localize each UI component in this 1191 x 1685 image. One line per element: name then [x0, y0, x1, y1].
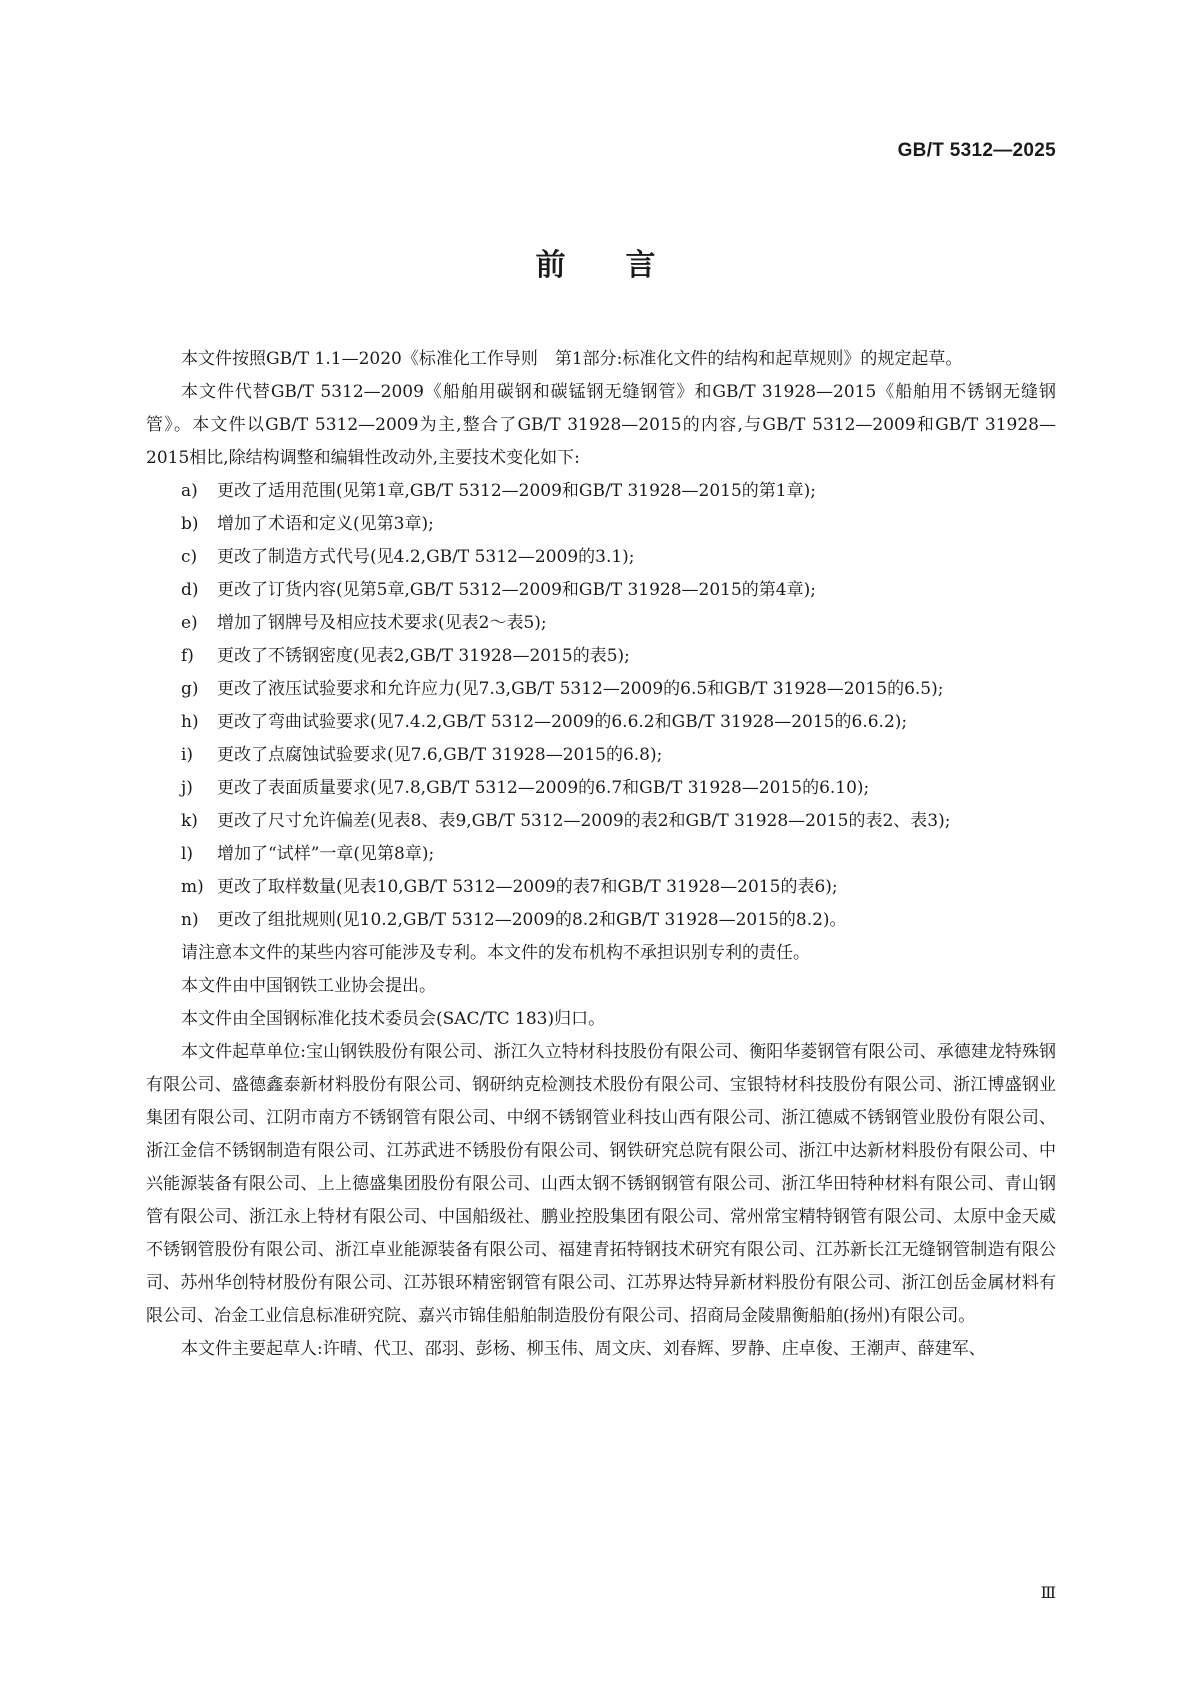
- change-text: 增加了钢牌号及相应技术要求(见表2～表5);: [217, 613, 547, 633]
- committee-statement: 本文件由全国钢标准化技术委员会(SAC/TC 183)归口。: [181, 1009, 606, 1029]
- standard-number: GB/T 5312—2025: [897, 140, 1056, 161]
- change-label: i): [181, 745, 194, 765]
- change-item: [146, 607, 1056, 640]
- drafting-units: 本文件起草单位:宝山钢铁股份有限公司、浙江久立特材科技股份有限公司、衡阳华菱钢管有限公司、承德建龙特殊钢有限公司、盛德鑫泰新材料股份有限公司、钢研纳克检测技术股份有限公司、宝银特材科技股份有限公司、浙江博盛钢业集团有限公司、江阴市南方不锈钢管有限公司、中纲不锈钢管业科技山西有限公司、浙江德威不锈钢管业股份有限公司、浙江金信不锈钢制造有限公司、江苏武进不锈股份有限公司、钢铁研究总院有限公司、浙江中达新材料股份有限公司、中兴能源装备有限公司、上上德盛集团股份有限公司、山西太钢不锈钢钢管有限公司、浙江华田特种材料有限公司、青山钢管有限公司、浙江永上特材有限公司、中国船级社、鹏业控股集团有限公司、常州常宝精特钢管有限公司、太原中金天威不锈钢管股份有限公司、浙江卓业能源装备有限公司、福建青拓特钢技术研究有限公司、江苏新长江无缝钢管制造有限公司、苏州华创特材股份有限公司、江苏银环精密钢管有限公司、江苏界达特异新材料股份有限公司、浙江创岳金属材料有限公司、冶金工业信息标准研究院、嘉兴市锦佳船舶制造股份有限公司、招商局金陵鼎衡船舶(扬州)有限公司。: [146, 1042, 1056, 1326]
- change-text: 更改了适用范围(见第1章,GB/T 5312—2009和GB/T 31928—2015的第1章);: [217, 481, 816, 501]
- change-label: c): [181, 547, 198, 567]
- change-item: [146, 541, 1056, 574]
- change-item: [146, 772, 1056, 805]
- change-label: h): [181, 712, 199, 732]
- change-item: [146, 739, 1056, 772]
- change-label: b): [181, 514, 199, 534]
- change-text: 更改了组批规则(见10.2,GB/T 5312—2009的8.2和GB/T 31928—2015的8.2)。: [217, 910, 847, 930]
- page-number: Ⅲ: [1040, 1585, 1056, 1602]
- change-text: 更改了制造方式代号(见4.2,GB/T 5312—2009的3.1);: [217, 547, 635, 567]
- change-label: e): [181, 613, 198, 633]
- change-item: [146, 640, 1056, 673]
- change-text: 更改了取样数量(见表10,GB/T 5312—2009的表7和GB/T 31928—2015的表6);: [217, 877, 838, 897]
- change-item: [146, 508, 1056, 541]
- proposer-statement: 本文件由中国钢铁工业协会提出。: [181, 976, 436, 996]
- change-label: m): [181, 877, 204, 897]
- change-item: [146, 838, 1056, 871]
- change-label: a): [181, 481, 198, 501]
- change-text: 更改了尺寸允许偏差(见表8、表9,GB/T 5312—2009的表2和GB/T 31928—2015的表2、表3);: [217, 811, 951, 831]
- page-title: 前言: [535, 248, 716, 283]
- main-drafters: 本文件主要起草人:许晴、代卫、邵羽、彭杨、柳玉伟、周文庆、刘春辉、罗静、庄卓俊、王潮声、薛建军、: [181, 1339, 986, 1359]
- change-text: 更改了弯曲试验要求(见7.4.2,GB/T 5312—2009的6.6.2和GB/T 31928—2015的6.6.2);: [217, 712, 908, 732]
- change-text: 更改了订货内容(见第5章,GB/T 5312—2009和GB/T 31928—2015的第4章);: [217, 580, 816, 600]
- change-text: 更改了表面质量要求(见7.8,GB/T 5312—2009的6.7和GB/T 31928—2015的6.10);: [217, 778, 870, 798]
- change-item: [146, 871, 1056, 904]
- change-item: [146, 475, 1056, 508]
- change-label: k): [181, 811, 198, 831]
- change-label: l): [181, 844, 194, 864]
- change-text: 更改了液压试验要求和允许应力(见7.3,GB/T 5312—2009的6.5和GB/T 31928—2015的6.5);: [217, 679, 944, 699]
- change-item: [146, 673, 1056, 706]
- change-text: 更改了不锈钢密度(见表2,GB/T 31928—2015的表5);: [217, 646, 630, 666]
- change-item: [146, 574, 1056, 607]
- change-label: j): [181, 778, 193, 798]
- change-label: d): [181, 580, 199, 600]
- change-label: g): [181, 679, 199, 699]
- patent-notice: 请注意本文件的某些内容可能涉及专利。本文件的发布机构不承担识别专利的责任。: [181, 943, 810, 963]
- change-item: [146, 706, 1056, 739]
- change-text: 增加了术语和定义(见第3章);: [217, 514, 434, 534]
- intro-paragraph: 本文件按照GB/T 1.1—2020《标准化工作导则 第1部分:标准化文件的结构和起草规则》的规定起草。: [181, 349, 963, 369]
- change-item: [146, 904, 1056, 937]
- change-text: 增加了“试样”一章(见第8章);: [217, 844, 435, 864]
- foreword-body: [146, 343, 1056, 1366]
- change-item: [146, 805, 1056, 838]
- intro-paragraph: 本文件代替GB/T 5312—2009《船舶用碳钢和碳锰钢无缝钢管》和GB/T 31928—2015《船舶用不锈钢无缝钢管》。本文件以GB/T 5312—2009为主,整合了GB/T 31928—2015的内容,与GB/T 5312—2009和GB/T 31928—2015相比,除结构调整和编辑性改动外,主要技术变化如下:: [146, 382, 1056, 468]
- change-label: f): [181, 646, 194, 666]
- change-text: 更改了点腐蚀试验要求(见7.6,GB/T 31928—2015的6.8);: [217, 745, 663, 765]
- change-label: n): [181, 910, 199, 930]
